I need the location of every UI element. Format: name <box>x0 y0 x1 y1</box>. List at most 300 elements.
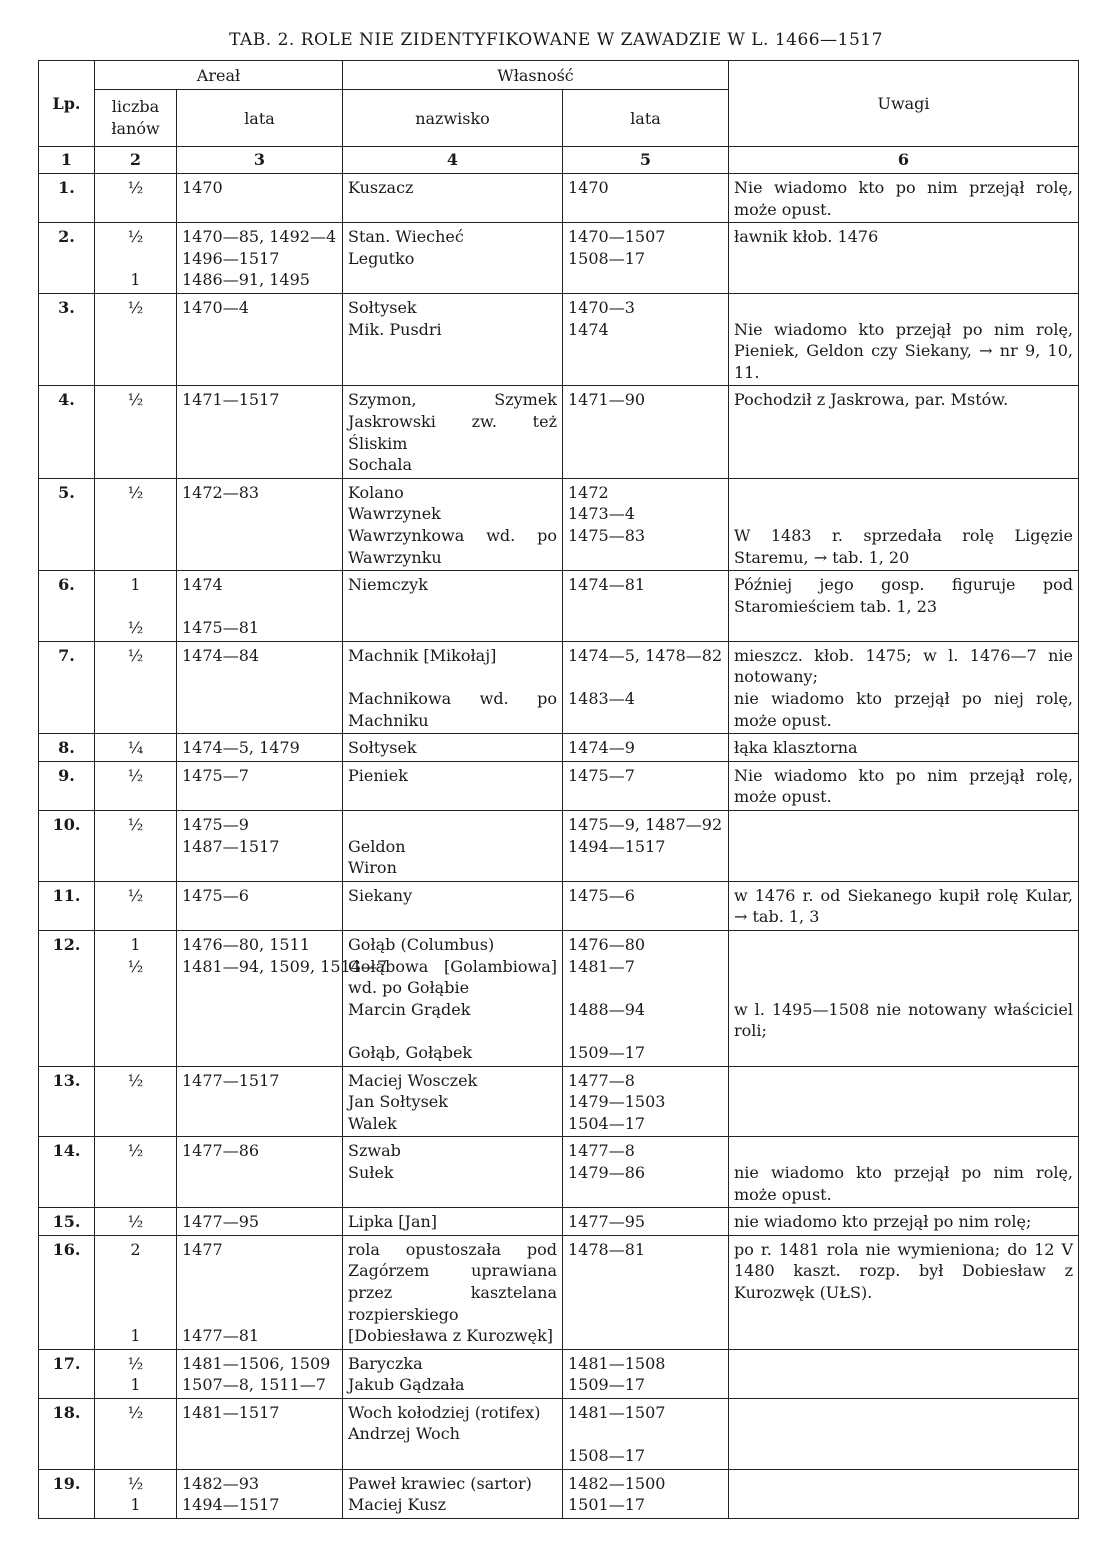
cell-uwagi <box>729 1469 1079 1518</box>
cell-nazwisko-line: Walek <box>348 1113 397 1133</box>
cell-lp <box>39 571 95 642</box>
cell-nazwisko-line: Woch kołodziej (rotifex) <box>348 1402 541 1422</box>
cell-lata-wlasnosc <box>563 293 729 385</box>
cell-nazwisko <box>343 761 563 810</box>
cell-lany-line: ½ <box>127 645 144 665</box>
cell-nazwisko <box>343 1235 563 1349</box>
table-row <box>39 1469 1079 1518</box>
cell-lata-wlasnosc-line: 1483—4 <box>568 689 635 709</box>
cell-lata-areal-line: 1481—94, 1509, 1514—7 <box>182 956 388 976</box>
cell-lany-line: 1 <box>130 270 141 290</box>
cell-lata-areal <box>177 1137 343 1208</box>
cell-lp <box>39 811 95 882</box>
table-row <box>39 1235 1079 1349</box>
cell-lata-areal-line: 1471—1517 <box>182 390 280 410</box>
cell-uwagi <box>729 571 1079 642</box>
cell-lata-wlasnosc <box>563 1398 729 1469</box>
cell-lp <box>39 1349 95 1398</box>
table-row <box>39 478 1079 570</box>
cell-uwagi <box>729 761 1079 810</box>
cell-lata-wlasnosc-line: 1473—4 <box>568 504 635 524</box>
cell-lata-wlasnosc <box>563 1066 729 1137</box>
cell-lata-areal <box>177 1349 343 1398</box>
cell-lany <box>95 386 177 478</box>
header-areal: Areał <box>95 61 343 90</box>
cell-nazwisko <box>343 571 563 642</box>
table-row <box>39 641 1079 733</box>
cell-lata-wlasnosc-line: 1470—1507 <box>568 227 666 247</box>
cell-nazwisko-line: Szwab <box>348 1141 401 1161</box>
table-row <box>39 1398 1079 1469</box>
cell-lany-line: ½ <box>127 885 144 905</box>
cell-nazwisko <box>343 1208 563 1236</box>
cell-lata-areal <box>177 811 343 882</box>
cell-lata-wlasnosc-line: 1477—8 <box>568 1070 635 1090</box>
row-number: 4. <box>58 390 75 410</box>
cell-lany-line: ½ <box>127 1070 144 1090</box>
cell-nazwisko-line <box>348 1020 557 1042</box>
cell-lany <box>95 734 177 762</box>
cell-uwagi-line <box>734 482 1073 504</box>
cell-nazwisko-line: Siekany <box>348 885 413 905</box>
cell-lata-wlasnosc-line: 1470—3 <box>568 297 635 317</box>
cell-lp <box>39 478 95 570</box>
row-number: 19. <box>52 1473 81 1493</box>
cell-lp <box>39 1137 95 1208</box>
cell-lata-areal-line: 1475—9 <box>182 815 249 835</box>
cell-lata-wlasnosc-line: 1501—17 <box>568 1495 646 1515</box>
cell-lata-areal-line: 1494—1517 <box>182 1495 280 1515</box>
row-number: 14. <box>52 1141 81 1161</box>
cell-uwagi <box>729 223 1079 294</box>
cell-lata-wlasnosc-line: 1475—7 <box>568 765 635 785</box>
cell-uwagi-line <box>734 1353 1073 1375</box>
table-row <box>39 386 1079 478</box>
table-row <box>39 881 1079 930</box>
cell-uwagi-line <box>734 503 1073 525</box>
cell-lany-line: ½ <box>127 956 144 976</box>
cell-uwagi-line: nie wiadomo kto przejął po niej rolę, może opust. <box>734 689 1073 730</box>
cell-lata-areal-line <box>182 1304 337 1326</box>
cell-lata-wlasnosc-line: 1481—1507 <box>568 1402 666 1422</box>
cell-nazwisko-line: Niemczyk <box>348 575 428 595</box>
cell-lany <box>95 223 177 294</box>
cell-uwagi-line: w l. 1495—1508 nie notowany właściciel roli; <box>734 999 1073 1041</box>
row-number: 2. <box>58 227 75 247</box>
cell-lata-areal-line <box>182 1282 337 1304</box>
cell-uwagi-line: łąka klasztorna <box>734 738 858 758</box>
cell-lany <box>95 881 177 930</box>
cell-lata-wlasnosc <box>563 1469 729 1518</box>
cell-lata-wlasnosc-line <box>568 1020 723 1042</box>
cell-lata-areal-line: 1496—1517 <box>182 248 280 268</box>
cell-nazwisko-line: Marcin Grądek <box>348 999 471 1019</box>
cell-lata-areal-line: 1474 <box>182 575 223 595</box>
cell-lata-wlasnosc <box>563 1208 729 1236</box>
cell-lata-wlasnosc <box>563 881 729 930</box>
cell-lata-wlasnosc-line <box>568 666 723 688</box>
cell-uwagi <box>729 1137 1079 1208</box>
cell-lp <box>39 223 95 294</box>
cell-nazwisko-line: Mik. Pusdri <box>348 319 442 339</box>
page-title: TAB. 2. ROLE NIE ZIDENTYFIKOWANE W ZAWADZIE W L. 1466—1517 <box>229 30 883 50</box>
cell-nazwisko-line: Szymon, Szymek Jaskrowski zw. też Śliskim <box>348 390 557 453</box>
cell-lata-wlasnosc <box>563 174 729 223</box>
cell-lata-areal-line: 1477—86 <box>182 1141 260 1161</box>
cell-lata-wlasnosc-line: 1479—86 <box>568 1162 646 1182</box>
cell-uwagi <box>729 478 1079 570</box>
cell-uwagi-line: nie wiadomo kto przejął po nim rolę, może opust. <box>734 1162 1073 1204</box>
cell-lp <box>39 881 95 930</box>
cell-lany <box>95 1349 177 1398</box>
cell-lata-wlasnosc <box>563 641 729 733</box>
cell-lp <box>39 761 95 810</box>
row-number: 5. <box>58 482 75 502</box>
cell-uwagi <box>729 1349 1079 1398</box>
cell-lata-areal-line: 1470 <box>182 178 223 197</box>
cell-uwagi-line: ławnik kłob. 1476 <box>734 227 879 247</box>
cell-lany <box>95 1398 177 1469</box>
cell-lp <box>39 386 95 478</box>
cell-lata-areal-line: 1476—80, 1511 <box>182 935 310 954</box>
cell-uwagi-line <box>734 977 1073 999</box>
cell-lata-areal <box>177 571 343 642</box>
cell-uwagi <box>729 1398 1079 1469</box>
cell-lany-line <box>100 1260 171 1282</box>
cell-nazwisko-line: Wiron <box>348 858 397 878</box>
row-number: 1. <box>58 178 75 197</box>
cell-lp <box>39 641 95 733</box>
cell-lata-areal <box>177 386 343 478</box>
table-row <box>39 1066 1079 1137</box>
cell-lany-line: 2 <box>130 1239 141 1259</box>
row-number: 8. <box>58 738 75 758</box>
cell-nazwisko <box>343 1066 563 1137</box>
cell-lata-wlasnosc-line: 1508—17 <box>568 1446 646 1466</box>
cell-lata-wlasnosc-line: 1474—81 <box>568 575 646 595</box>
cell-lany-line: ½ <box>127 618 144 638</box>
cell-nazwisko <box>343 1398 563 1469</box>
cell-nazwisko-line: Baryczka <box>348 1353 423 1373</box>
cell-uwagi-line <box>734 1070 1073 1092</box>
cell-nazwisko-line: Stan. Wiecheć <box>348 227 464 247</box>
cell-lata-wlasnosc-line: 1477—95 <box>568 1212 646 1232</box>
table-row <box>39 1208 1079 1236</box>
cell-nazwisko <box>343 931 563 1067</box>
cell-lany-line: 1 <box>130 1326 141 1346</box>
cell-lata-areal-line: 1481—1506, 1509 <box>182 1353 331 1373</box>
cell-lp <box>39 1066 95 1137</box>
cell-lata-wlasnosc-line: 1470 <box>568 178 609 197</box>
cell-lata-areal-line: 1475—6 <box>182 885 249 905</box>
cell-lata-wlasnosc-line: 1478—81 <box>568 1239 646 1259</box>
cell-lata-areal <box>177 761 343 810</box>
cell-lata-areal-line: 1481—1517 <box>182 1402 280 1422</box>
row-number: 13. <box>52 1070 81 1090</box>
cell-lany <box>95 174 177 223</box>
cell-lata-wlasnosc-line: 1474 <box>568 319 609 339</box>
cell-lany-line: ½ <box>127 1402 144 1422</box>
cell-uwagi <box>729 386 1079 478</box>
cell-nazwisko-line: Lipka [Jan] <box>348 1212 438 1232</box>
cell-lata-wlasnosc-line: 1474—9 <box>568 738 635 758</box>
cell-lata-areal-line: 1477 <box>182 1239 223 1259</box>
cell-lata-wlasnosc-line: 1494—1517 <box>568 836 666 856</box>
cell-lany-line: ½ <box>127 1353 144 1373</box>
cell-lany-line: ½ <box>127 1212 144 1232</box>
cell-lp <box>39 931 95 1067</box>
cell-lata-wlasnosc <box>563 386 729 478</box>
cell-uwagi-line: W 1483 r. sprzedała rolę Ligęzie Staremu, → tab. 1, 20 <box>734 525 1073 567</box>
cell-lp <box>39 1208 95 1236</box>
cell-lata-wlasnosc <box>563 811 729 882</box>
roles-table <box>38 60 1079 1519</box>
cell-lany <box>95 478 177 570</box>
cell-lata-wlasnosc <box>563 734 729 762</box>
cell-lany <box>95 641 177 733</box>
cell-lata-areal-line: 1472—83 <box>182 482 260 502</box>
cell-uwagi-line <box>734 934 1073 956</box>
cell-lp <box>39 1398 95 1469</box>
cell-lp <box>39 1469 95 1518</box>
table-row <box>39 1349 1079 1398</box>
cell-lany-line <box>100 596 171 618</box>
cell-lata-areal-line: 1475—7 <box>182 765 249 785</box>
table-row <box>39 761 1079 810</box>
header-lp: Lp. <box>39 61 95 147</box>
col-num-2: 2 <box>95 147 177 174</box>
cell-uwagi-line <box>734 1473 1073 1495</box>
cell-lany <box>95 1469 177 1518</box>
cell-nazwisko <box>343 293 563 385</box>
cell-lata-wlasnosc-line: 1475—83 <box>568 525 646 545</box>
cell-nazwisko-line <box>348 666 557 688</box>
header-uwagi: Uwagi <box>729 61 1079 147</box>
cell-uwagi <box>729 811 1079 882</box>
cell-uwagi <box>729 734 1079 762</box>
header-nazwisko: nazwisko <box>343 90 563 147</box>
cell-uwagi-line: Nie wiadomo kto po nim przejął rolę, może opust. <box>734 178 1073 219</box>
cell-nazwisko-line: Sochala <box>348 455 413 475</box>
cell-lata-areal-line: 1486—91, 1495 <box>182 270 310 290</box>
cell-nazwisko-line: Andrzej Woch <box>348 1424 460 1444</box>
cell-lata-wlasnosc <box>563 761 729 810</box>
cell-lata-areal <box>177 293 343 385</box>
cell-nazwisko-line: Machnik [Mikołaj] <box>348 645 497 665</box>
cell-lata-areal-line: 1477—95 <box>182 1212 260 1232</box>
cell-lany-line <box>100 248 171 270</box>
cell-uwagi-line <box>734 1140 1073 1162</box>
cell-lata-wlasnosc-line: 1488—94 <box>568 999 646 1019</box>
cell-lata-wlasnosc-line: 1481—1508 <box>568 1353 666 1373</box>
cell-lany <box>95 1066 177 1137</box>
row-number: 10. <box>52 815 81 835</box>
cell-nazwisko-line: Gołąb, Gołąbek <box>348 1042 473 1062</box>
cell-lata-wlasnosc-line: 1471—90 <box>568 390 646 410</box>
cell-lany-line: 1 <box>130 935 141 954</box>
cell-uwagi-line <box>734 297 1073 319</box>
cell-lp <box>39 734 95 762</box>
cell-lata-areal-line: 1470—85, 1492—4 <box>182 227 337 247</box>
row-number: 6. <box>58 575 75 595</box>
cell-lata-wlasnosc-line: 1509—17 <box>568 1375 646 1395</box>
cell-nazwisko-line: Gołąbowa [Golambiowa] wd. po Gołąbie <box>348 956 557 998</box>
cell-nazwisko-line <box>348 814 557 836</box>
cell-uwagi <box>729 641 1079 733</box>
cell-lp <box>39 293 95 385</box>
cell-nazwisko-line: Gołąb (Columbus) <box>348 935 495 954</box>
row-number: 16. <box>52 1239 81 1259</box>
cell-lata-areal <box>177 1398 343 1469</box>
cell-lany-line <box>100 1304 171 1326</box>
cell-uwagi-line: Później jego gosp. figuruje pod Staromieściem tab. 1, 23 <box>734 575 1073 616</box>
cell-lata-wlasnosc <box>563 1137 729 1208</box>
cell-nazwisko-line: Jan Sołtysek <box>348 1092 448 1112</box>
cell-lata-wlasnosc <box>563 571 729 642</box>
header-wlasnosc: Własność <box>343 61 729 90</box>
cell-nazwisko-line: Paweł krawiec (sartor) <box>348 1473 532 1493</box>
cell-lany-line: 1 <box>130 575 141 595</box>
cell-nazwisko-line: Maciej Wosczek <box>348 1070 478 1090</box>
table-row <box>39 571 1079 642</box>
cell-lata-wlasnosc-line: 1481—7 <box>568 956 635 976</box>
cell-lany <box>95 1235 177 1349</box>
cell-uwagi <box>729 881 1079 930</box>
row-number: 7. <box>58 645 75 665</box>
cell-lata-areal <box>177 1235 343 1349</box>
cell-uwagi-line: Nie wiadomo kto przejął po nim rolę, Pieniek, Geldon czy Siekany, → nr 9, 10, 11. <box>734 319 1073 382</box>
cell-lata-areal-line: 1475—81 <box>182 618 260 638</box>
col-num-5: 5 <box>563 147 729 174</box>
cell-lata-wlasnosc-line: 1472 <box>568 482 609 502</box>
cell-lata-areal <box>177 1469 343 1518</box>
row-number: 9. <box>58 765 75 785</box>
table-row <box>39 293 1079 385</box>
cell-lany-line <box>100 1282 171 1304</box>
cell-uwagi-line <box>734 814 1073 836</box>
cell-uwagi-line: mieszcz. kłob. 1475; w l. 1476—7 nie notowany; <box>734 645 1073 687</box>
header-column-numbers <box>39 147 1079 174</box>
cell-uwagi-line: Nie wiadomo kto po nim przejął rolę, może opust. <box>734 765 1073 807</box>
row-number: 15. <box>52 1212 81 1232</box>
cell-lany-line: ½ <box>127 297 144 317</box>
cell-uwagi-line: w 1476 r. od Siekanego kupił rolę Kular, → tab. 1, 3 <box>734 885 1073 927</box>
cell-lany-line: ½ <box>127 390 144 410</box>
cell-lany <box>95 571 177 642</box>
cell-lata-areal-line: 1487—1517 <box>182 836 280 856</box>
cell-lata-areal-line: 1507—8, 1511—7 <box>182 1375 326 1395</box>
cell-nazwisko <box>343 641 563 733</box>
cell-nazwisko-line: Wawrzynek <box>348 504 441 524</box>
cell-lata-areal <box>177 223 343 294</box>
cell-lany <box>95 1208 177 1236</box>
cell-uwagi-line <box>734 956 1073 978</box>
cell-lany-line: ½ <box>127 815 144 835</box>
cell-lany-line: ½ <box>127 178 144 197</box>
cell-lata-wlasnosc-line: 1508—17 <box>568 248 646 268</box>
cell-uwagi <box>729 293 1079 385</box>
cell-lany <box>95 1137 177 1208</box>
cell-lata-areal <box>177 641 343 733</box>
row-number: 17. <box>52 1353 81 1373</box>
cell-lata-wlasnosc-line: 1479—1503 <box>568 1092 666 1112</box>
cell-lata-areal-line <box>182 596 337 618</box>
cell-lata-wlasnosc-line: 1477—8 <box>568 1141 635 1161</box>
row-number: 11. <box>52 885 81 905</box>
cell-nazwisko <box>343 881 563 930</box>
row-number: 18. <box>52 1402 81 1422</box>
cell-lp <box>39 1235 95 1349</box>
cell-uwagi-line: Pochodził z Jaskrowa, par. Mstów. <box>734 390 1009 410</box>
cell-uwagi <box>729 1066 1079 1137</box>
header-row-top <box>39 61 1079 90</box>
cell-lata-wlasnosc <box>563 478 729 570</box>
cell-lany <box>95 293 177 385</box>
cell-uwagi <box>729 931 1079 1067</box>
cell-lany-line: 1 <box>130 1495 141 1515</box>
cell-nazwisko <box>343 174 563 223</box>
cell-nazwisko-line: Sołtysek <box>348 738 417 758</box>
table-row <box>39 811 1079 882</box>
table-row <box>39 174 1079 223</box>
cell-lany-line: 1 <box>130 1375 141 1395</box>
cell-nazwisko <box>343 1469 563 1518</box>
cell-uwagi <box>729 1235 1079 1349</box>
table-row <box>39 1137 1079 1208</box>
cell-nazwisko <box>343 811 563 882</box>
cell-lany-line: ½ <box>127 482 144 502</box>
cell-nazwisko-line: Legutko <box>348 248 415 268</box>
cell-lata-areal-line: 1474—5, 1479 <box>182 738 300 758</box>
cell-lata-areal <box>177 881 343 930</box>
header-liczba: liczba łanów <box>95 90 177 147</box>
cell-lata-wlasnosc-line: 1504—17 <box>568 1113 646 1133</box>
cell-nazwisko-line: Jakub Gądzała <box>348 1375 465 1395</box>
cell-lata-areal-line: 1482—93 <box>182 1473 260 1493</box>
cell-nazwisko <box>343 223 563 294</box>
cell-lata-areal <box>177 478 343 570</box>
cell-uwagi-line: nie wiadomo kto przejął po nim rolę; <box>734 1212 1032 1232</box>
cell-lata-wlasnosc <box>563 1349 729 1398</box>
cell-lata-areal-line: 1477—81 <box>182 1326 260 1346</box>
cell-uwagi <box>729 174 1079 223</box>
cell-lata-areal-line: 1470—4 <box>182 297 249 317</box>
cell-lata-wlasnosc-line: 1475—6 <box>568 885 635 905</box>
table-body <box>39 174 1079 1519</box>
cell-lata-wlasnosc-line: 1476—80 <box>568 935 646 954</box>
cell-lata-wlasnosc <box>563 223 729 294</box>
cell-nazwisko-line: Geldon <box>348 836 406 856</box>
cell-nazwisko <box>343 1137 563 1208</box>
cell-lata-areal <box>177 174 343 223</box>
cell-lata-wlasnosc <box>563 931 729 1067</box>
cell-nazwisko <box>343 734 563 762</box>
cell-nazwisko-line: Sołtysek <box>348 297 417 317</box>
cell-nazwisko-line: Kolano <box>348 482 404 502</box>
cell-lany-line: ½ <box>127 1141 144 1161</box>
cell-lany <box>95 811 177 882</box>
cell-nazwisko-line: Kuszacz <box>348 178 414 197</box>
cell-nazwisko-line: rola opustoszała pod Zagórzem uprawiana przez kasztelana rozpierskiego [Dobiesława z Kurozwęk] <box>348 1239 557 1346</box>
table-row <box>39 223 1079 294</box>
cell-lany-line: ½ <box>127 1473 144 1493</box>
header-lata-wlasnosc: lata <box>563 90 729 147</box>
cell-uwagi-line <box>734 1402 1073 1424</box>
cell-nazwisko-line: Pieniek <box>348 765 408 785</box>
cell-lany <box>95 761 177 810</box>
cell-lata-areal <box>177 1208 343 1236</box>
cell-nazwisko <box>343 386 563 478</box>
